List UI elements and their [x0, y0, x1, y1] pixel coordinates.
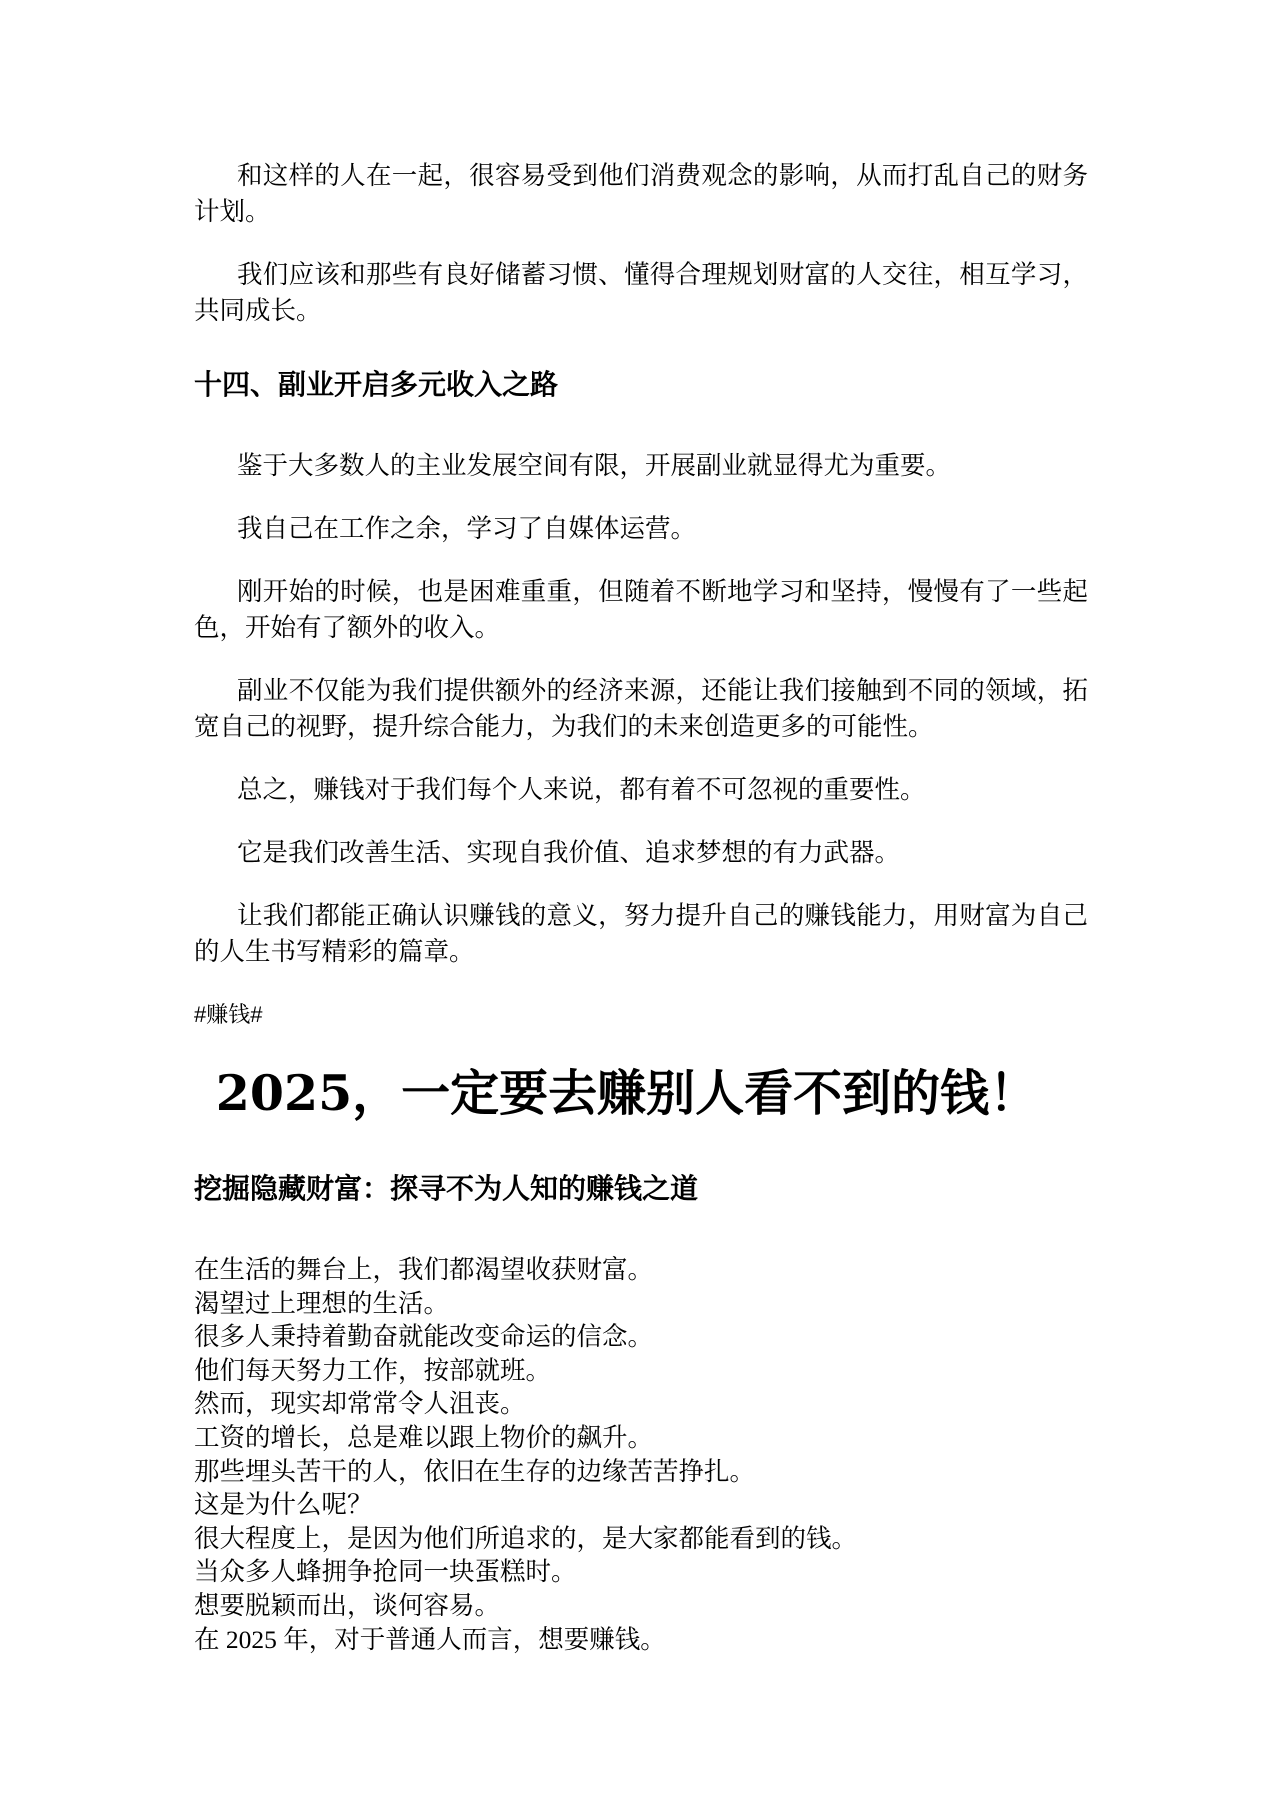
paragraph-line: 鉴于大多数人的主业发展空间有限，开展副业就显得尤为重要。 [237, 451, 952, 480]
paragraph-line: 让我们都能正确认识赚钱的意义，努力提升自己的赚钱能力，用财富为自己 [237, 901, 1088, 930]
paragraph-line: 我自己在工作之余，学习了自媒体运营。 [237, 514, 697, 543]
document-page-content [194, 158, 1088, 1656]
body-line: 这是为什么呢？ [194, 1490, 373, 1520]
body-line: 然而，现实却常常令人沮丧。 [194, 1389, 526, 1419]
paragraph [194, 772, 1088, 808]
paragraph [194, 158, 1088, 230]
body-line: 在生活的舞台上，我们都渴望收获财富。 [194, 1255, 654, 1284]
paragraph-line: 副业不仅能为我们提供额外的经济来源，还能让我们接触到不同的领域，拓 [237, 676, 1088, 705]
paragraph-line: 总之，赚钱对于我们每个人来说，都有着不可忽视的重要性。 [237, 775, 926, 804]
article-body [194, 1253, 1088, 1656]
paragraph-line: 色，开始有了额外的收入。 [194, 613, 501, 642]
paragraph [194, 257, 1088, 329]
paragraph [194, 574, 1088, 646]
paragraph-line: 的人生书写精彩的篇章。 [194, 937, 475, 966]
article-title: 2025，一定要去赚别人看不到的钱！ [215, 1064, 1039, 1122]
body-line: 很多人秉持着勤奋就能改变命运的信念。 [194, 1322, 654, 1352]
paragraph-line: 计划。 [194, 197, 271, 226]
paragraph-line: 我们应该和那些有良好储蓄习惯、懂得合理规划财富的人交往，相互学习， [237, 260, 1088, 289]
body-line: 想要脱颖而出，谈何容易。 [194, 1590, 501, 1620]
body-line: 渴望过上理想的生活。 [194, 1288, 450, 1318]
paragraph-line: 共同成长。 [194, 296, 322, 325]
body-line: 很大程度上，是因为他们所追求的，是大家都能看到的钱。 [194, 1523, 858, 1553]
paragraph [194, 898, 1088, 970]
paragraph-line: 和这样的人在一起，很容易受到他们消费观念的影响，从而打乱自己的财务 [237, 161, 1088, 190]
body-line: 在 2025 年，对于普通人而言，想要赚钱。 [194, 1624, 666, 1654]
paragraph [194, 673, 1088, 745]
paragraph [194, 835, 1088, 871]
hashtag: #赚钱# [194, 1002, 263, 1027]
article-subheading: 挖掘隐藏财富：探寻不为人知的赚钱之道 [194, 1173, 699, 1204]
paragraph-line: 刚开始的时候，也是困难重重，但随着不断地学习和坚持，慢慢有了一些起 [237, 577, 1088, 606]
body-line: 当众多人蜂拥争抢同一块蛋糕时。 [194, 1557, 577, 1587]
section-heading: 十四、副业开启多元收入之路 [194, 369, 559, 400]
paragraph [194, 448, 1088, 484]
paragraph-line: 它是我们改善生活、实现自我价值、追求梦想的有力武器。 [237, 838, 901, 867]
body-line: 他们每天努力工作，按部就班。 [194, 1355, 552, 1385]
paragraph [194, 511, 1088, 547]
paragraph-line: 宽自己的视野，提升综合能力，为我们的未来创造更多的可能性。 [194, 712, 934, 741]
body-line: 那些埋头苦干的人，依旧在生存的边缘苦苦挣扎。 [194, 1456, 756, 1486]
body-line: 工资的增长，总是难以跟上物价的飙升。 [194, 1422, 654, 1452]
